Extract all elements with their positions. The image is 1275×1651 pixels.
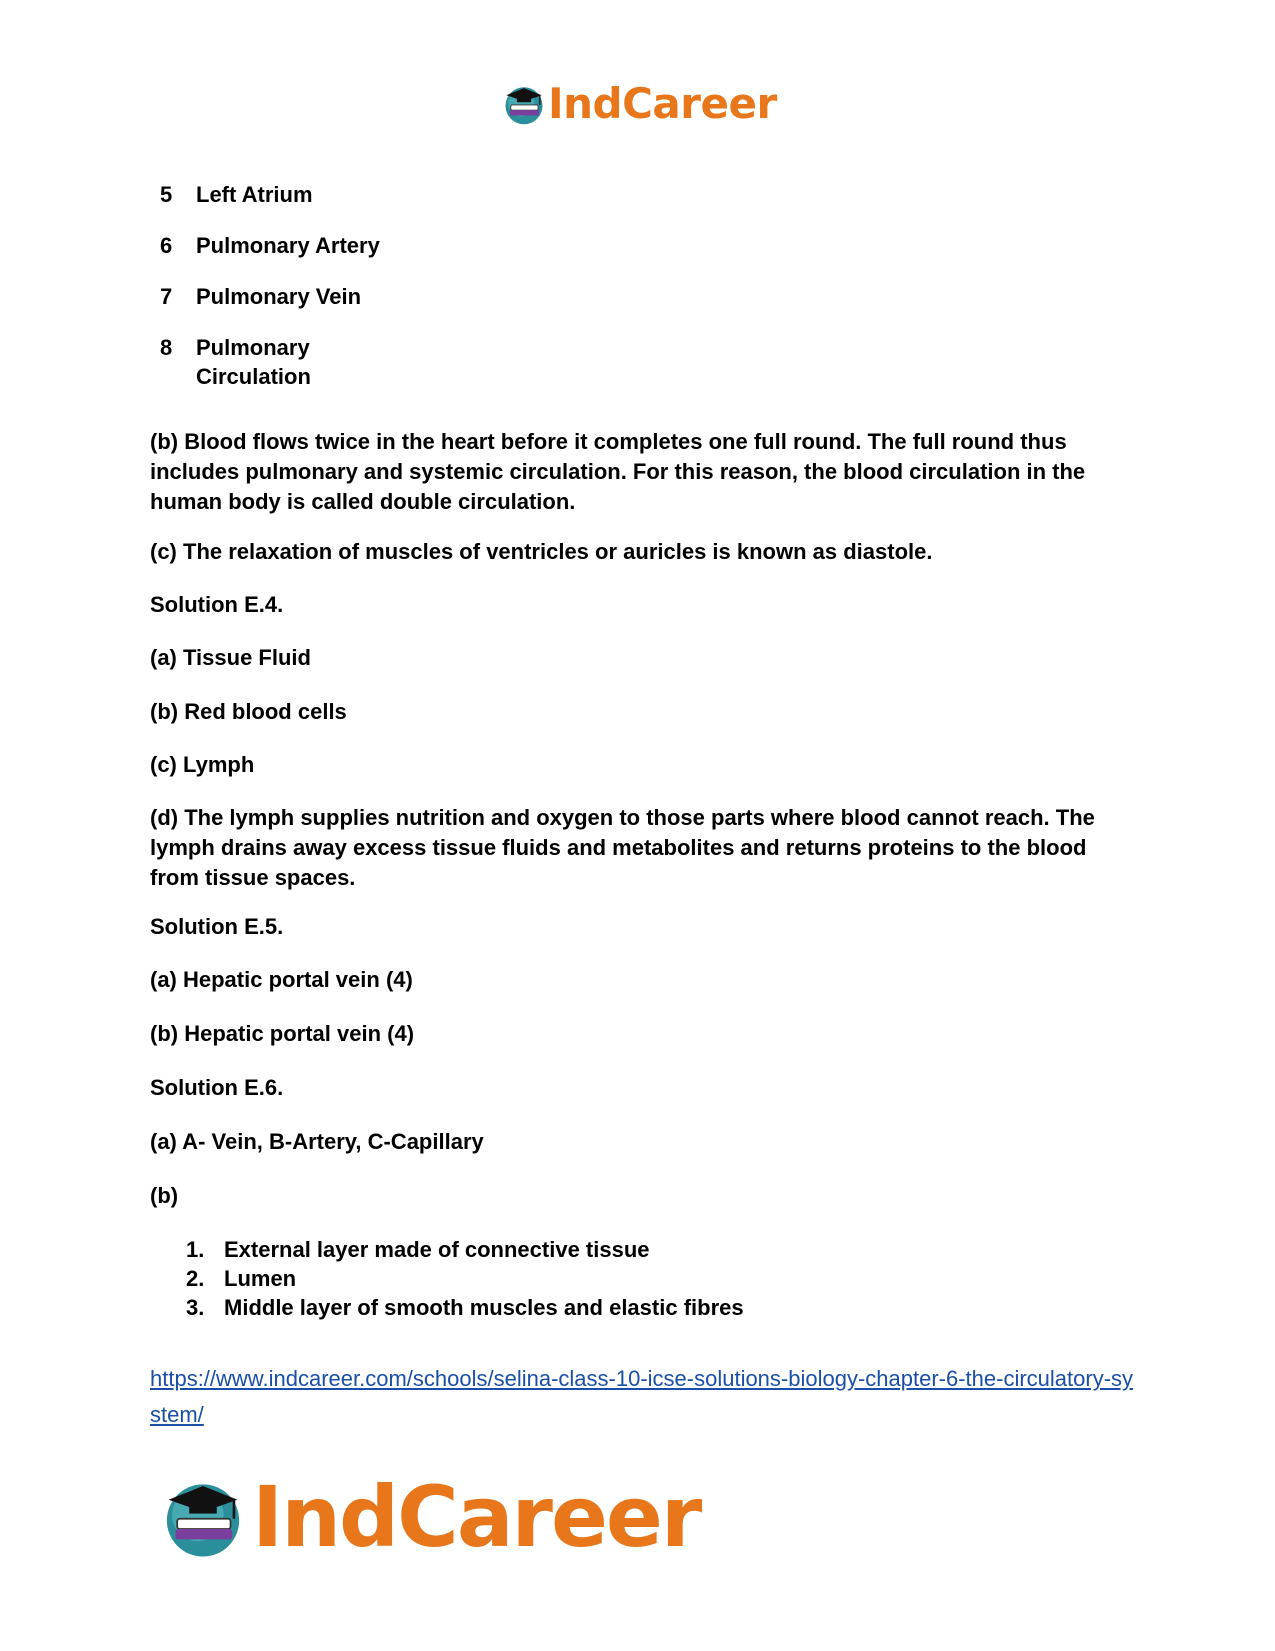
answer-paragraph: (b) Blood flows twice in the heart before it completes one full round. The full round thus includes pulmonary and systemic circulation. For this reason, the blood circulation in the human body is called double circulation. <box>150 429 1086 514</box>
term-number: 6 <box>160 233 173 258</box>
answer-line: (a) A- Vein, B-Artery, C-Capillary <box>150 1129 484 1154</box>
answer-line: (b) Red blood cells <box>150 699 347 724</box>
list-item: Middle layer of smooth muscles and elastic fibres <box>224 1295 744 1320</box>
list-item-number: 3. <box>186 1295 205 1320</box>
term-label: Pulmonary Artery <box>196 233 380 258</box>
answer-line: (a) Hepatic portal vein (4) <box>150 967 413 992</box>
term-label: Pulmonary Vein <box>196 284 362 309</box>
graduation-cap-book-globe-icon <box>160 1474 246 1560</box>
answer-paragraph: (d) The lymph supplies nutrition and oxygen to those parts where blood cannot reach. The lymph drains away excess tissue fluids and metabolites and returns proteins to the blood from tissue spaces. <box>150 805 1095 890</box>
answer-paragraph: (c) The relaxation of muscles of ventricles or auricles is known as diastole. <box>150 539 933 564</box>
answer-line: (b) <box>150 1183 179 1208</box>
answer-line: (c) Lymph <box>150 752 255 777</box>
footer-logo <box>160 1462 700 1572</box>
list-item-number: 1. <box>186 1237 205 1262</box>
term-label: Pulmonary <box>196 335 310 360</box>
answer-line: (a) Tissue Fluid <box>150 645 311 670</box>
list-item: External layer made of connective tissue <box>224 1237 650 1262</box>
logo-text: IndCareer <box>548 79 777 128</box>
term-label: Left Atrium <box>196 182 313 207</box>
list-item: Lumen <box>224 1266 297 1291</box>
term-number: 5 <box>160 182 173 207</box>
source-link[interactable]: https://www.indcareer.com/schools/selina-class-10-icse-solutions-biology-chapter-6-the-circulatory-system/ <box>150 1366 1134 1427</box>
term-label: Circulation <box>196 364 311 389</box>
list-item-number: 2. <box>186 1266 205 1291</box>
term-number: 7 <box>160 284 173 309</box>
solution-heading: Solution E.6. <box>150 1075 284 1100</box>
term-number: 8 <box>160 335 173 360</box>
graduation-cap-book-globe-icon <box>502 82 546 126</box>
answer-line: (b) Hepatic portal vein (4) <box>150 1021 415 1046</box>
logo-text: IndCareer <box>252 1468 701 1566</box>
header-logo <box>502 76 777 132</box>
solution-heading: Solution E.4. <box>150 592 284 617</box>
solution-heading: Solution E.5. <box>150 914 284 939</box>
